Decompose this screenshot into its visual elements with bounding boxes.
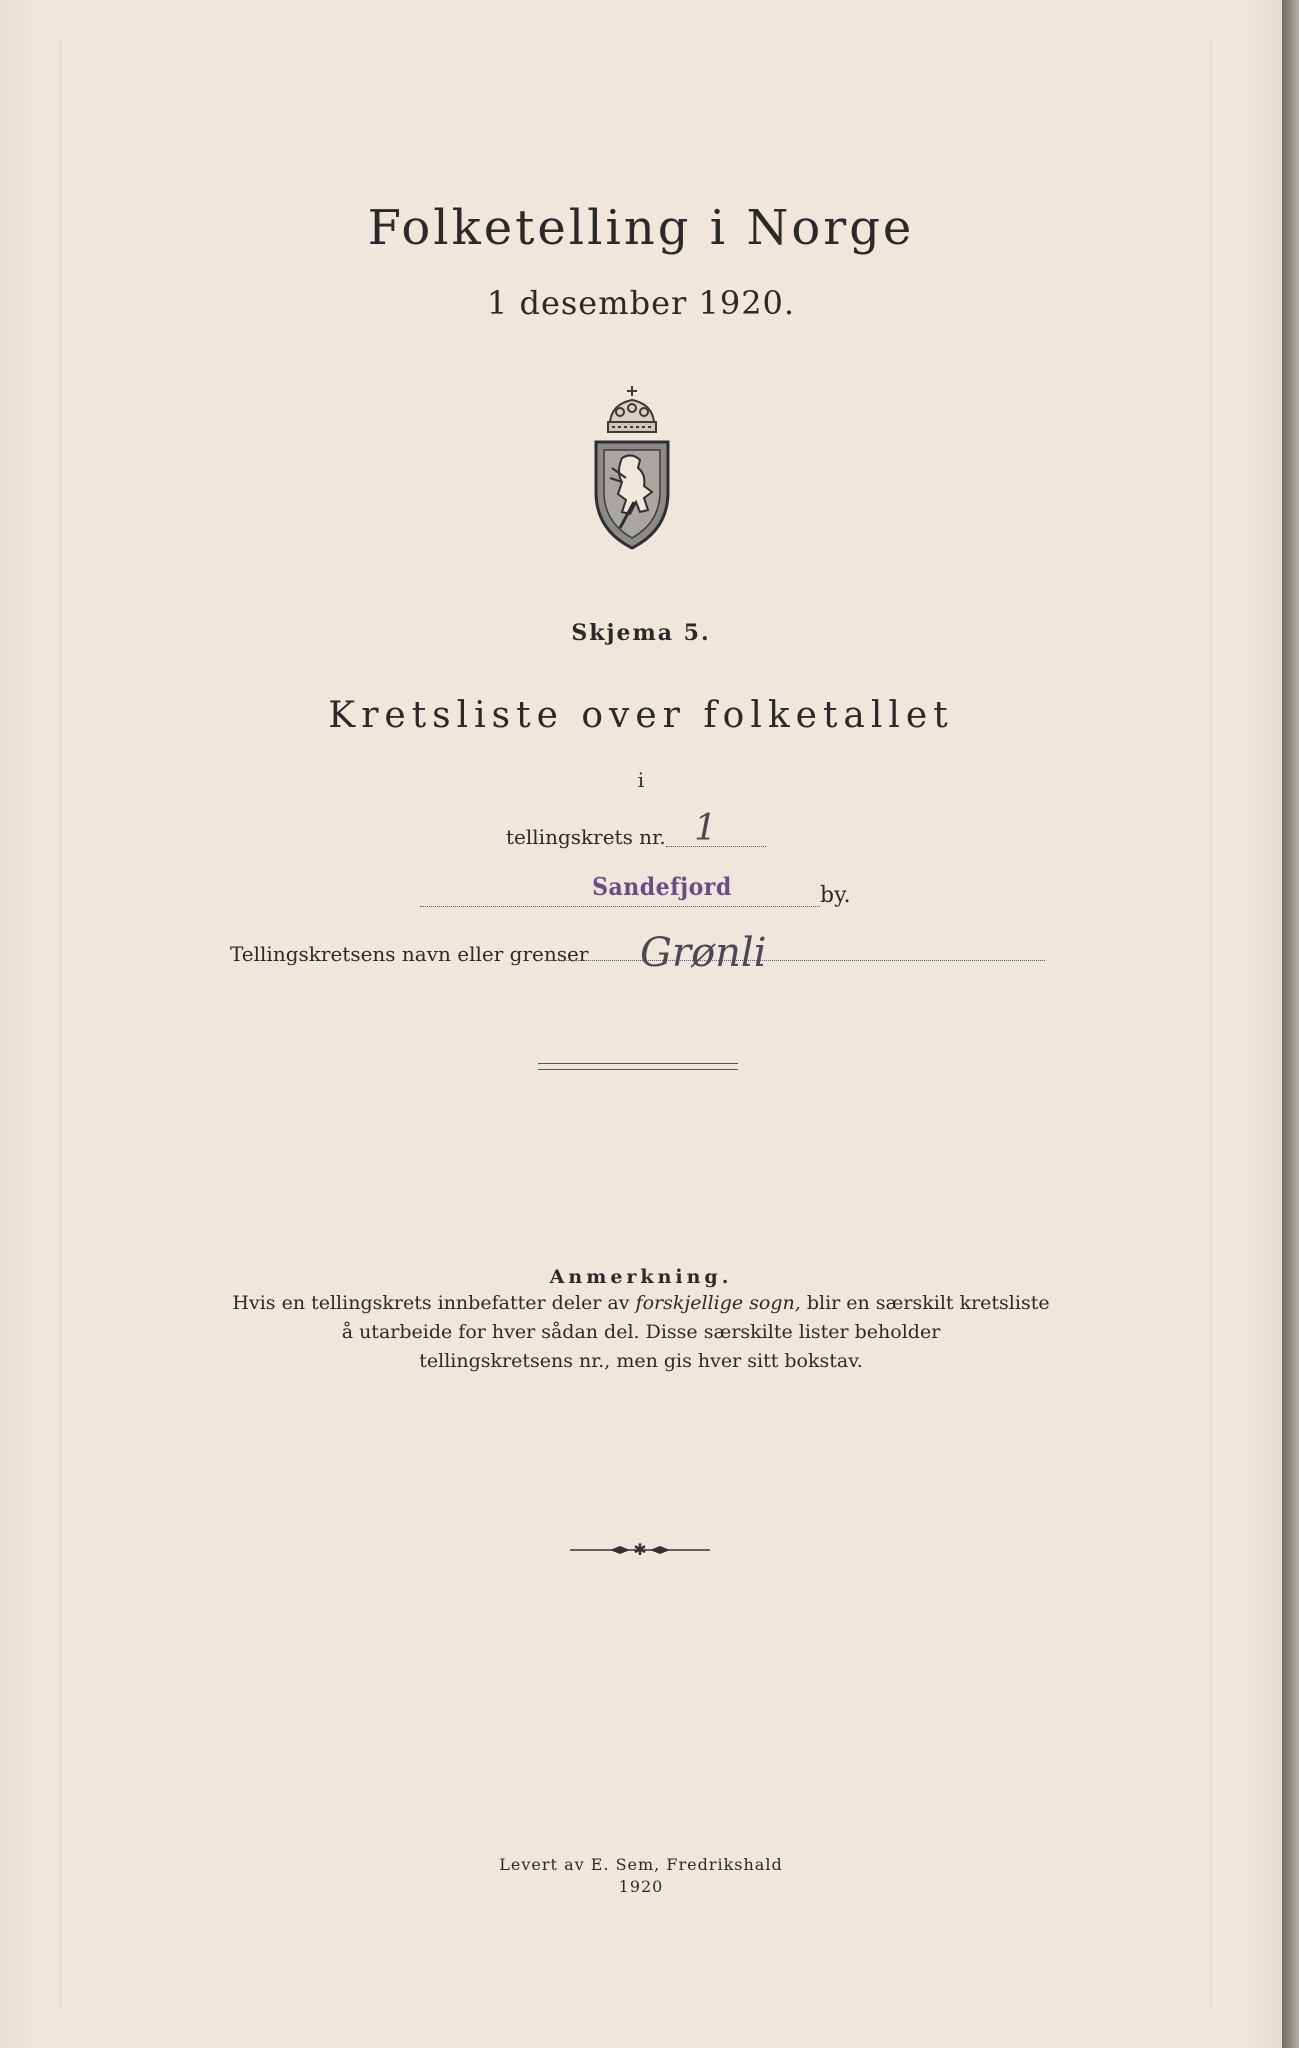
section-divider — [538, 1063, 738, 1070]
printer-year: 1920 — [618, 1877, 664, 1896]
margin-rule-right — [1210, 40, 1211, 2008]
district-number-label: tellingskrets nr. — [506, 825, 666, 849]
preposition: i — [637, 768, 645, 792]
note-line-1-end: blir en særskilt kretsliste — [800, 1292, 1050, 1314]
document-title: Folketelling i Norge — [367, 200, 915, 256]
printer-credit: Levert av E. Sem, Fredrikshald — [499, 1855, 783, 1874]
town-stamp: Sandefjord — [592, 872, 732, 901]
svg-text:✱: ✱ — [633, 1540, 647, 1559]
district-name-value: Grønli — [640, 930, 767, 976]
margin-rule-left — [60, 40, 61, 2008]
district-name-label: Tellingskretsens navn eller grenser — [230, 942, 589, 966]
district-number-value: 1 — [694, 808, 717, 849]
note-line-1-start: Hvis en tellingskrets innbefatter deler av — [232, 1292, 636, 1314]
note-line-2: å utarbeide for hver sådan del. Disse særskilte lister beholder — [341, 1321, 941, 1343]
norwegian-coat-of-arms-icon — [582, 382, 682, 558]
note-line-1-italic: forskjellige sogn, — [635, 1292, 801, 1314]
page-edge-shadow — [1282, 0, 1299, 2048]
note-heading: Anmerkning. — [549, 1266, 733, 1288]
note-line-3: tellingskretsens nr., men gis hver sitt bokstav. — [419, 1350, 863, 1372]
schema-number: Skjema 5. — [571, 620, 711, 646]
list-title: Kretsliste over folketallet — [328, 695, 954, 736]
town-suffix: by. — [820, 883, 851, 908]
note-line-1 — [0, 1292, 1282, 1314]
decorative-divider-icon — [560, 1538, 720, 1562]
document-date: 1 desember 1920. — [486, 284, 796, 322]
town-field[interactable] — [420, 906, 820, 907]
district-name-field[interactable] — [545, 960, 1045, 961]
